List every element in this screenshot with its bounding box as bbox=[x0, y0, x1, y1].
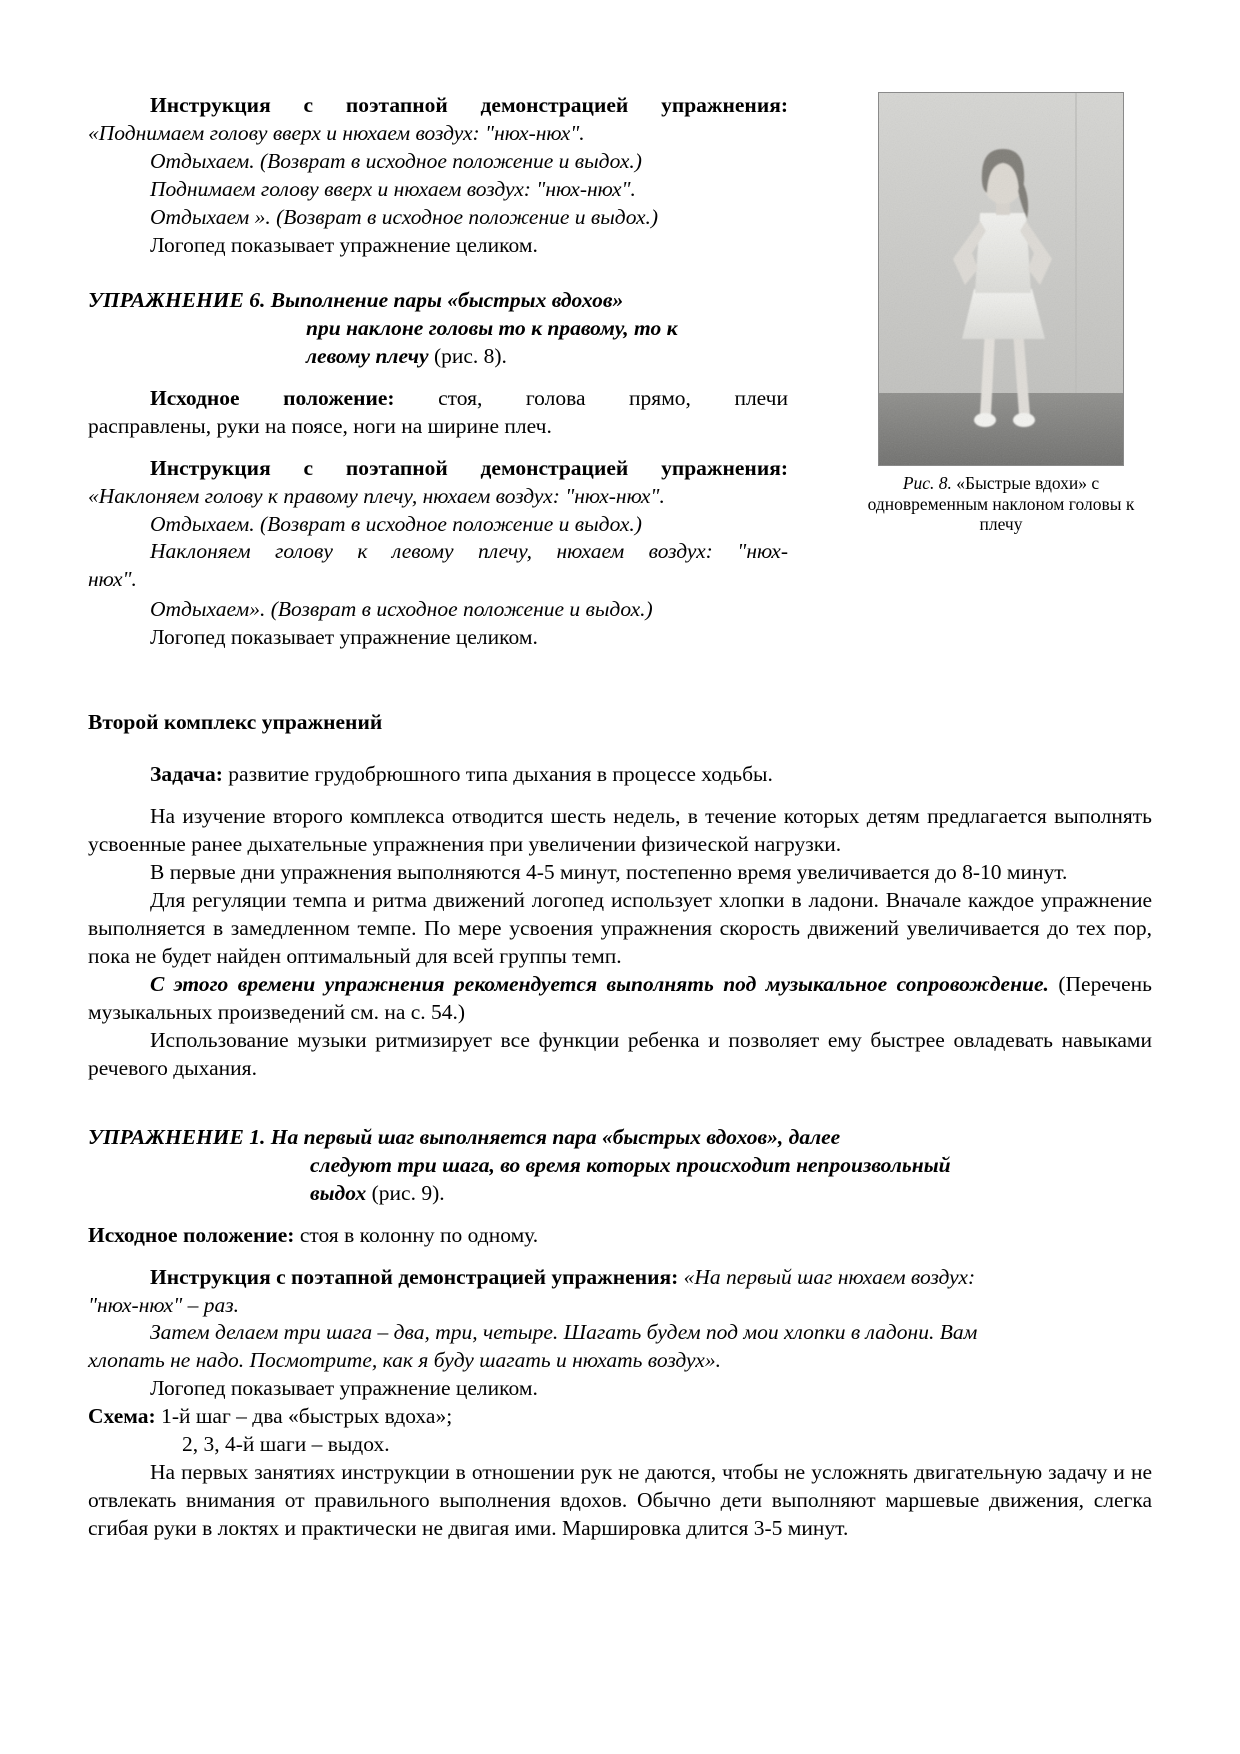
figure-caption-line3: плечу bbox=[979, 514, 1023, 535]
exercise-6-title-line-3 bbox=[88, 342, 788, 370]
exercise-1-instruction-line-4: хлопать не надо. Посмотрите, как я буду шагать и нюхать воздух». bbox=[88, 1348, 721, 1373]
scheme-text-1: 1-й шаг – два «быстрых вдоха»; bbox=[161, 1404, 453, 1429]
exercise-1-heading bbox=[88, 1123, 1152, 1208]
exercise-6-instruction-line-1: «Наклоняем голову к правому плечу, нюхаем воздух: "нюх-нюх". bbox=[88, 483, 665, 508]
top-section bbox=[88, 92, 1152, 594]
exercise-6-title-part-1: Выполнение пары «быстрых вдохов» bbox=[270, 287, 624, 312]
figure-8 bbox=[850, 92, 1152, 535]
exercise-6-start-label: Исходное положение: bbox=[150, 385, 395, 410]
instruction-line-3: Поднимаем голову вверх и нюхаем воздух: "нюх-нюх". bbox=[150, 176, 636, 201]
exercise-6-instruction-line-5: Отдыхаем». (Возврат в исходное положение и выдох.) bbox=[150, 597, 653, 622]
exercise-1-fig-ref: (рис. 9). bbox=[366, 1181, 445, 1206]
task-text: развитие грудобрюшного типа дыхания в процессе ходьбы. bbox=[228, 762, 773, 787]
figure-caption bbox=[850, 473, 1152, 535]
figure-photo bbox=[878, 92, 1124, 466]
photo-illustration bbox=[879, 93, 1123, 465]
exercise-6-start-text-1: стоя, голова прямо, плечи bbox=[438, 385, 789, 410]
instruction-heading-1: Инструкция с поэтапной демонстрацией упражнения: bbox=[150, 93, 788, 117]
exercise-1-instruction-heading: Инструкция с поэтапной демонстрацией упражнения: bbox=[150, 1264, 679, 1289]
exercise-6-title-line-2: при наклоне головы то к правому, то к bbox=[306, 316, 678, 340]
figure-caption-line2: одновременным наклоном головы к bbox=[867, 493, 1135, 514]
exercise-1-scheme-line-1 bbox=[88, 1403, 1152, 1431]
spacer bbox=[88, 371, 788, 385]
instruction-line-2: Отдыхаем. (Возврат в исходное положение и выдох.) bbox=[150, 148, 642, 173]
exercise-1-instruction-start: «На первый шаг нюхаем воздух: bbox=[683, 1264, 976, 1289]
second-complex-heading: Второй комплекс упражнений bbox=[88, 710, 383, 735]
music-recommendation-rest: (Перечень музыкальных произведений см. на с. 54.) bbox=[88, 971, 1152, 1024]
spacer bbox=[88, 441, 788, 455]
instruction-line-1: «Поднимаем голову вверх и нюхаем воздух: "нюх-нюх". bbox=[88, 120, 585, 145]
exercise-6-label: УПРАЖНЕНИЕ 6. bbox=[88, 287, 266, 312]
exercise-1-start-position bbox=[88, 1222, 1152, 1250]
spacer bbox=[88, 1083, 1152, 1123]
exercise-6-fig-ref: (рис. 8). bbox=[428, 344, 507, 369]
instruction-line-4: Отдыхаем ». (Возврат в исходное положение и выдох.) bbox=[150, 204, 659, 229]
second-complex-para-3: Для регуляции темпа и ритма движений логопед использует хлопки в ладони. Вначале каждое упражнение выполняется в замедленном темпе. По мере усвоения упражнения скорость движений увеличивается до тех пор, пока не будет найден оптимальный для всей группы темп. bbox=[88, 887, 1152, 968]
spacer bbox=[88, 652, 1152, 710]
exercise-1-title-line-1 bbox=[88, 1123, 1152, 1151]
spacer bbox=[88, 260, 788, 286]
page-content bbox=[88, 92, 1152, 1543]
music-recommendation-italic: С этого времени упражнения рекомендуется выполнять под музыкальное сопровождение. bbox=[150, 971, 1049, 996]
spacer bbox=[88, 789, 1152, 803]
exercise-1-start-label: Исходное положение: bbox=[88, 1222, 295, 1247]
spacer bbox=[88, 735, 1152, 761]
exercise-1-title-line-3 bbox=[88, 1179, 1152, 1207]
exercise-1-closing-paragraph: На первых занятиях инструкции в отношении рук не даются, чтобы не усложнять двигательную задачу и не отвлекать внимания от правильного выполнения вдохов. Обычно дети выполняют маршевые движения, слегка сгибая руки в локтях и практически не двигая ими. Марширoвка длится 3-5 минут. bbox=[88, 1460, 1152, 1540]
exercise-1-label: УПРАЖНЕНИЕ 1. bbox=[88, 1124, 266, 1149]
exercise-6-instruction-heading: Инструкция с поэтапной демонстрацией упражнения: bbox=[150, 455, 788, 480]
exercise-1-title-part-1: На первый шаг выполняется пара «быстрых вдохов», далее bbox=[270, 1124, 841, 1149]
second-complex-para-2: В первые дни упражнения выполняются 4-5 минут, постепенно время увеличивается до 8-10 минут. bbox=[150, 860, 1068, 884]
second-complex-para-1: На изучение второго комплекса отводится шесть недель, в течение которых детям предлагается выполнять усвоенные ранее дыхательные упражнения при увеличении физической нагрузки. bbox=[88, 804, 1152, 857]
exercise-6-start-position-line-2: расправлены, руки на поясе, ноги на ширине плеч. bbox=[88, 413, 552, 438]
spacer bbox=[88, 1208, 1152, 1222]
top-text-column bbox=[88, 92, 788, 594]
exercise-6-instruction-line-6: Логопед показывает упражнение целиком. bbox=[150, 625, 538, 650]
exercise-1-instruction-heading-line bbox=[88, 1264, 1152, 1292]
exercise-1-instruction-line-3: Затем делаем три шага – два, три, четыре. Шагать будем под мои хлопки в ладони. Вам bbox=[150, 1320, 978, 1345]
exercise-6-title-line-1 bbox=[88, 286, 788, 314]
exercise-1-title-part-3: выдох bbox=[310, 1181, 367, 1206]
second-complex-task bbox=[88, 761, 1152, 789]
second-complex-para-5: Использование музыки ритмизирует все функции ребенка и позволяет ему быстрее овладевать навыками речевого дыхания. bbox=[88, 1027, 1152, 1080]
exercise-6-instruction-line-4: нюх". bbox=[88, 567, 137, 592]
figure-caption-line1: «Быстрые вдохи» с bbox=[956, 473, 1100, 493]
scheme-label: Схема: bbox=[88, 1404, 156, 1429]
exercise-6-instruction-line-3: Наклоняем голову к левому плечу, нюхаем воздух: "нюх- bbox=[150, 539, 788, 564]
exercise-6-title-part-3: левому плечу bbox=[306, 344, 429, 369]
exercise-1-scheme-line-2: 2, 3, 4-й шаги – выдох. bbox=[182, 1432, 390, 1457]
task-label: Задача: bbox=[150, 762, 223, 787]
exercise-1-start-text: стоя в колонну по одному. bbox=[294, 1222, 539, 1247]
figure-number: Рис. 8. bbox=[902, 473, 952, 493]
exercise-6-start-position-line-1 bbox=[88, 385, 788, 413]
exercise-6-heading bbox=[88, 286, 788, 371]
exercise-6-instruction-line-2: Отдыхаем. (Возврат в исходное положение и выдох.) bbox=[150, 511, 642, 536]
second-complex-para-4 bbox=[88, 971, 1152, 1027]
exercise-1-instruction-line-2: "нюх-нюх" – раз. bbox=[88, 1292, 239, 1317]
exercise-1-instruction-line-5: Логопед показывает упражнение целиком. bbox=[150, 1376, 538, 1401]
exercise-1-title-line-2: следуют три шага, во время которых происходит непроизвольный bbox=[310, 1152, 951, 1177]
instruction-line-5: Логопед показывает упражнение целиком. bbox=[150, 232, 538, 257]
spacer bbox=[88, 1250, 1152, 1264]
